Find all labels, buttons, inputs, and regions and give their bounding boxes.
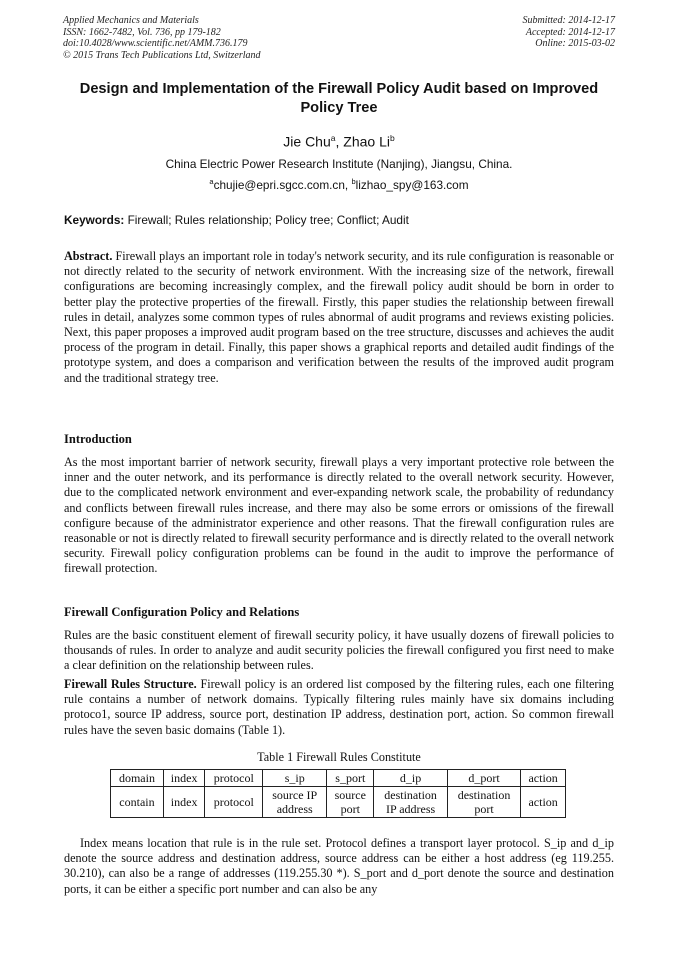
firewall-rules-table bbox=[110, 769, 566, 818]
table-cell bbox=[205, 787, 263, 818]
journal-name: Applied Mechanics and Materials bbox=[63, 15, 199, 26]
table-cell bbox=[111, 787, 164, 818]
email-2: lizhao_spy@163.com bbox=[355, 177, 469, 192]
table-caption: Table 1 Firewall Rules Constitute bbox=[257, 750, 421, 764]
index-paragraph: Index means location that rule is in the rule set. Protocol defines a transport layer protocol. S_ip and d_ip denote the source address and destination address, source address can be either a host address (eg 119.255. 30.210), can also be a range of addresses (119.255.30 *). S_port and d_port denote the source and destination ports, it can be either a specific port number and can also be any bbox=[64, 836, 614, 896]
table-header-cell: protocol bbox=[205, 770, 263, 787]
rules-structure-text: Firewall policy is an ordered list composed by the filtering rules, each one filtering rule contains a number of network domains. Typically filtering rules mainly have six domains including protoco1, source IP address, source port, destination IP address, destination port, action. So common firewall rules have the seven basic domains (Table 1). bbox=[64, 677, 614, 737]
submitted-date: Submitted: 2014-12-17 bbox=[522, 15, 615, 26]
author-line bbox=[60, 133, 618, 150]
cell-line: port bbox=[340, 802, 360, 816]
email-1-mark: a bbox=[209, 177, 214, 186]
table-cell bbox=[263, 787, 327, 818]
cell-line: destination bbox=[384, 788, 437, 802]
journal-issn: ISSN: 1662-7482, Vol. 736, pp 179-182 bbox=[63, 26, 221, 38]
email-2-mark: b bbox=[351, 177, 356, 186]
table-cell bbox=[374, 787, 447, 818]
accepted-date: Accepted: 2014-12-17 bbox=[525, 26, 615, 38]
journal-doi: doi:10.4028/www.scientific.net/AMM.736.179 bbox=[63, 38, 248, 49]
cell-line: destination bbox=[457, 788, 511, 802]
cell-line: index bbox=[170, 795, 198, 809]
cell-line: address bbox=[276, 802, 313, 816]
email-1: chujie@epri.sgcc.com.cn, bbox=[213, 177, 352, 192]
policy-text: Rules are the basic constituent element of firewall security policy, it have usually dozens of firewall policies to thousands of rules. In order to analyze and audit security policies the firewall configured you first need to make a clear definition on the relationship between rules. bbox=[64, 628, 614, 673]
introduction-text: As the most important barrier of network security, firewall plays a very important protective role between the inner and the outer network, and its performance is directly related to the overall network security. However, due to the complicated network environment and ever-expanding network scale, the probability of redundancy and conflicts between firewall rules increase, and there may also be some errors or omissions of the firewall configure because of the administrator experience and other reasons. That the firewall configuration rules are reasonable or not is directly related to firewall security performance and is directly related to the overall network security. Firewall policy configuration problems can be found in the audit to improve the performance of firewall protection. bbox=[64, 455, 614, 576]
cell-line: source bbox=[334, 788, 366, 802]
table-cell bbox=[163, 787, 204, 818]
table-header-cell: index bbox=[163, 770, 204, 787]
author-2: Zhao Li bbox=[343, 133, 390, 150]
author-separator: , bbox=[335, 133, 344, 150]
paper-title: Design and Implementation of the Firewall Policy Audit based on Improved Policy Tree bbox=[79, 81, 599, 116]
keywords-label: Keywords: bbox=[64, 213, 125, 227]
table-header-row bbox=[111, 770, 566, 787]
table-cell bbox=[327, 787, 374, 818]
rules-structure-label: Firewall Rules Structure. bbox=[64, 677, 197, 691]
cell-line: source IP bbox=[272, 788, 318, 802]
table-cell bbox=[521, 787, 566, 818]
author-1-mark: a bbox=[330, 133, 336, 143]
policy-heading: Firewall Configuration Policy and Relations bbox=[64, 605, 300, 619]
cell-line: protocol bbox=[213, 795, 254, 809]
table-row bbox=[111, 787, 566, 818]
table-header-cell: s_port bbox=[327, 770, 374, 787]
cell-line: port bbox=[474, 802, 494, 816]
journal-header-right bbox=[523, 15, 616, 50]
table-header-cell: action bbox=[521, 770, 566, 787]
abstract-label: Abstract. bbox=[64, 249, 113, 263]
table-header-cell: domain bbox=[111, 770, 164, 787]
abstract-text: Firewall plays an important role in today's network security, and its rule configuration is reasonable or not directly related to the security of network environment. With the increasing size of the network, firewall configurations are becoming increasingly complex, and the firewall policy audit should be born in order to better play the protective properties of the firewall. Firstly, this paper studies the relationship between firewall rules in detail, analyzes some common types of rules abnormal of audit programs and reviews existing policies. Next, this paper proposes a improved audit program based on the tree structure, discusses and achieves the audit process of the program in detail. Finally, this paper shows a graphical reports and detailed audit findings of the prototype system, and does a comparison and verification between the results of the improved audit program and the traditional strategy tree. bbox=[64, 249, 614, 385]
author-1: Jie Chu bbox=[283, 133, 331, 150]
cell-line: action bbox=[528, 795, 558, 809]
author-2-mark: b bbox=[389, 133, 395, 143]
journal-copyright: © 2015 Trans Tech Publications Ltd, Switzerland bbox=[63, 49, 261, 61]
cell-line: IP address bbox=[385, 802, 436, 816]
email-line bbox=[60, 177, 618, 192]
table-header-cell: d_ip bbox=[374, 770, 447, 787]
keywords bbox=[64, 213, 614, 227]
table-header-cell: s_ip bbox=[263, 770, 327, 787]
keywords-text: Firewall; Rules relationship; Policy tree; Conflict; Audit bbox=[124, 213, 409, 227]
introduction-heading: Introduction bbox=[64, 432, 132, 446]
rules-structure-para bbox=[64, 677, 614, 738]
affiliation: China Electric Power Research Institute (Nanjing), Jiangsu, China. bbox=[165, 157, 513, 171]
table-header-cell: d_port bbox=[447, 770, 520, 787]
journal-header-left bbox=[63, 15, 261, 61]
abstract bbox=[64, 249, 614, 386]
online-date: Online: 2015-03-02 bbox=[535, 38, 615, 49]
table-cell bbox=[447, 787, 520, 818]
cell-line: contain bbox=[119, 795, 155, 809]
